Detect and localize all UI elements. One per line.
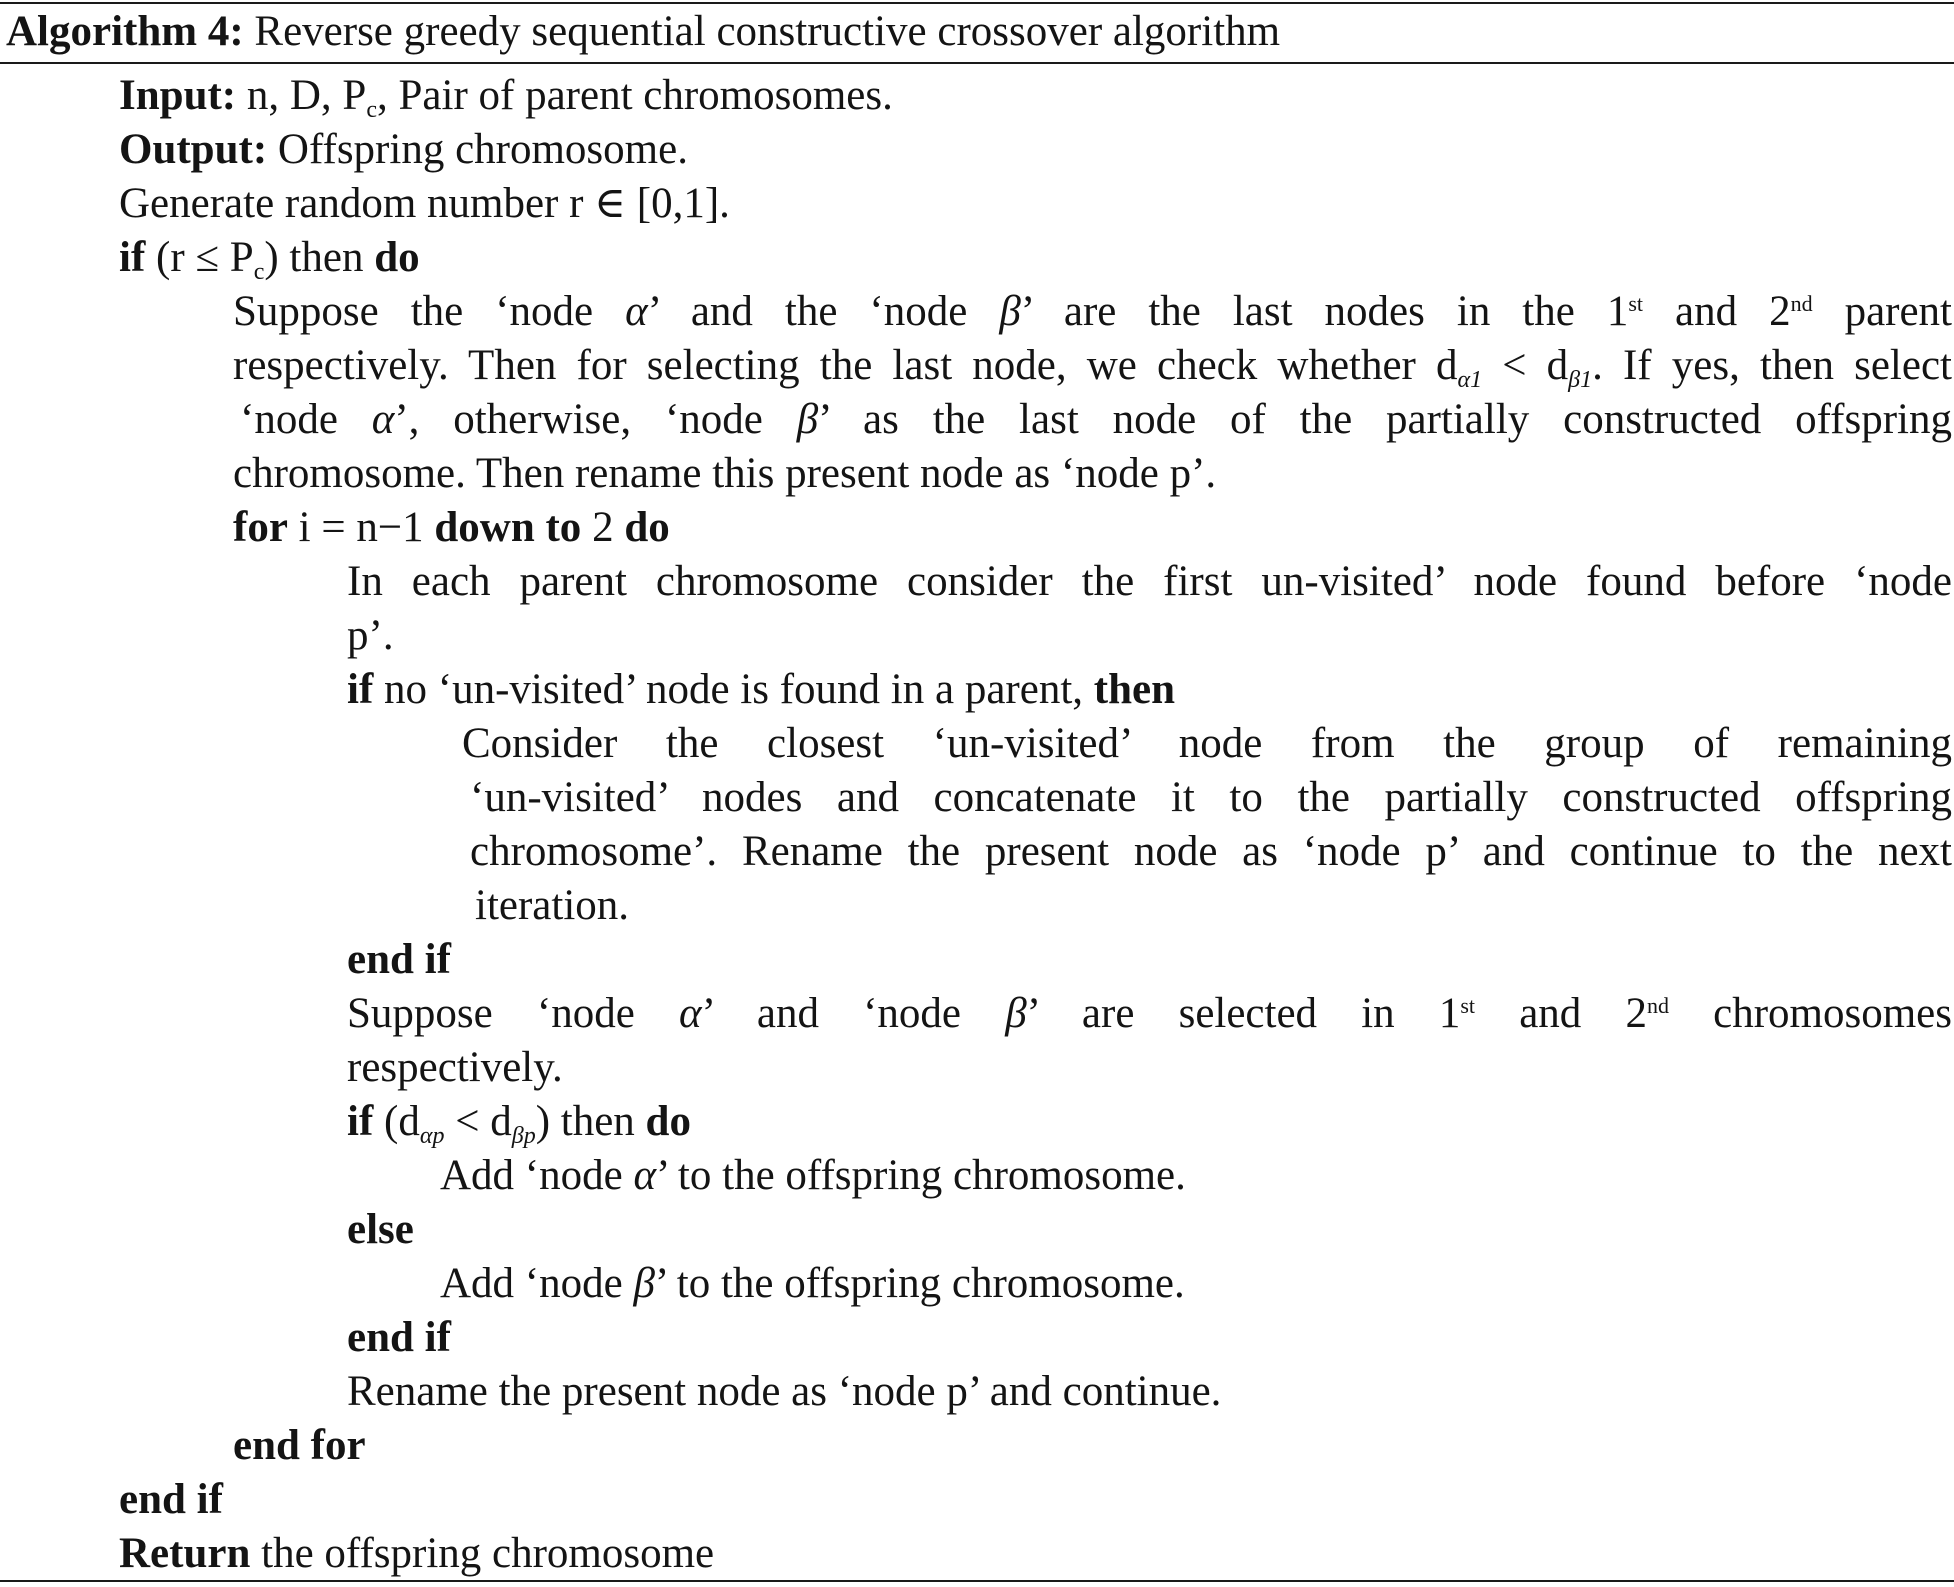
text: chromosome. Then rename this present node as ‘node p’.: [233, 450, 1217, 497]
line-consider-4: [475, 879, 629, 933]
line-suppose-3: [240, 393, 1952, 447]
line-suppose-1: [233, 285, 1952, 339]
bottom-rule: [0, 1580, 1954, 1582]
line-end-if-inner: [347, 933, 451, 987]
text: chromosomes: [1668, 990, 1952, 1037]
alpha-symbol: α: [633, 1152, 657, 1199]
keyword-end-if: end if: [347, 1314, 451, 1361]
keyword-return: Return: [119, 1530, 251, 1577]
text: Add ‘node: [440, 1260, 634, 1307]
text: respectively.: [347, 1044, 563, 1091]
keyword-do: do: [645, 1098, 691, 1145]
keyword-then: then: [1093, 666, 1175, 713]
keyword-if: if: [119, 234, 146, 281]
text: chromosome’. Rename the present node as ‘node p’ and continue to the next: [470, 828, 1952, 875]
condition: (r ≤ P: [145, 234, 254, 281]
line-for: [233, 501, 670, 555]
condition: no ‘un-visited’ node is found in a parent,: [373, 666, 1094, 713]
condition-tail: ) then: [264, 234, 375, 281]
subscript: β1: [1568, 367, 1593, 393]
text: and 2: [1475, 990, 1647, 1037]
line-end-if-outer: [119, 1473, 223, 1527]
line-consider-2: [470, 771, 1952, 825]
text: Add ‘node: [440, 1152, 634, 1199]
keyword-if: if: [347, 666, 374, 713]
text: and 2: [1643, 288, 1791, 335]
line-if-unvisited: [347, 663, 1175, 717]
beta-symbol: β: [633, 1260, 655, 1307]
subscript: βp: [511, 1123, 536, 1149]
subscript: α1: [1457, 367, 1483, 393]
caption-rule: [0, 62, 1954, 64]
superscript: st: [1460, 993, 1476, 1018]
beta-symbol: β: [1005, 990, 1027, 1037]
line-else: [347, 1203, 414, 1257]
keyword-end-for: end for: [233, 1422, 366, 1469]
keyword-for: for: [233, 504, 288, 551]
input-tail: , Pair of parent chromosomes.: [377, 72, 893, 119]
text: iteration.: [475, 882, 630, 929]
text: Suppose ‘node: [347, 990, 679, 1037]
subscript: c: [253, 259, 265, 285]
keyword-down-to: down to: [434, 504, 582, 551]
alpha-symbol: α: [625, 288, 648, 335]
algorithm-label: Algorithm 4:: [6, 8, 244, 55]
line-if-distance: [347, 1095, 691, 1149]
text: ’ as the last node of the partially constructed offspring: [818, 396, 1952, 443]
keyword-do: do: [624, 504, 670, 551]
return-text: the offspring chromosome: [250, 1530, 715, 1577]
keyword-else: else: [347, 1206, 414, 1253]
text: In each parent chromosome consider the first un-visited’ node found before ‘node: [347, 558, 1952, 605]
line-add-alpha: [440, 1149, 1186, 1203]
text: ‘un-visited’ nodes and concatenate it to the partially constructed offspring: [470, 774, 1952, 821]
condition-tail: ) then: [535, 1098, 646, 1145]
text: parent: [1812, 288, 1953, 335]
alpha-symbol: α: [678, 990, 702, 1037]
line-return: [119, 1527, 714, 1581]
subscript: c: [366, 97, 377, 123]
text: Consider the closest ‘un-visited’ node from the group of remaining: [462, 720, 1952, 767]
superscript: st: [1628, 291, 1644, 316]
keyword-end-if: end if: [347, 936, 451, 983]
line-each-1: [347, 555, 1952, 609]
line-consider-3: [470, 825, 1952, 879]
beta-symbol: β: [999, 288, 1021, 335]
superscript: nd: [1646, 993, 1669, 1018]
line-suppose-2: [233, 339, 1952, 393]
keyword-input: Input:: [119, 72, 237, 119]
text: Suppose the ‘node: [233, 288, 626, 335]
text: ’ and ‘node: [701, 990, 1006, 1037]
condition: < d: [444, 1098, 512, 1145]
text: ’ to the offspring chromosome.: [656, 1152, 1186, 1199]
text: ’ to the offspring chromosome.: [654, 1260, 1185, 1307]
output-text: Offspring chromosome.: [277, 126, 688, 173]
text: respectively. Then for selecting the last node, we check whether d: [233, 342, 1458, 389]
keyword-output: Output:: [119, 126, 268, 173]
keyword-if: if: [347, 1098, 374, 1145]
algorithm-caption: [6, 3, 1280, 61]
line-input: [119, 69, 893, 123]
condition: (d: [373, 1098, 420, 1145]
generate-text: Generate random number r ∈ [0,1].: [119, 180, 730, 227]
line-if-pc: [119, 231, 420, 285]
superscript: nd: [1790, 291, 1813, 316]
algorithm-title: Reverse greedy sequential constructive crossover algorithm: [254, 8, 1281, 55]
text: ’ are the last nodes in the 1: [1020, 288, 1629, 335]
line-suppose-4: [233, 447, 1216, 501]
text: ‘node: [240, 396, 372, 443]
line-each-2: [347, 609, 394, 663]
text: Rename the present node as ‘node p’ and continue.: [347, 1368, 1222, 1415]
line-generate: [119, 177, 730, 231]
line-selected-1: [347, 987, 1952, 1041]
text: ’ and the ‘node: [647, 288, 1000, 335]
beta-symbol: β: [796, 396, 819, 443]
line-end-if-distance: [347, 1311, 451, 1365]
line-end-for: [233, 1419, 366, 1473]
line-consider-1: [462, 717, 1952, 771]
text: < d: [1482, 342, 1569, 389]
text: . If yes, then select: [1592, 342, 1952, 389]
line-rename: [347, 1365, 1221, 1419]
keyword-do: do: [374, 234, 420, 281]
keyword-end-if: end if: [119, 1476, 223, 1523]
loop-range: i = n−1: [287, 504, 435, 551]
line-output: [119, 123, 688, 177]
line-add-beta: [440, 1257, 1185, 1311]
subscript: αp: [419, 1123, 445, 1149]
text: p’.: [347, 612, 394, 659]
loop-end: 2: [581, 504, 625, 551]
input-params: n, D, P: [246, 72, 367, 119]
alpha-symbol: α: [371, 396, 395, 443]
text: ’, otherwise, ‘node: [394, 396, 797, 443]
text: ’ are selected in 1: [1026, 990, 1461, 1037]
line-selected-2: [347, 1041, 563, 1095]
